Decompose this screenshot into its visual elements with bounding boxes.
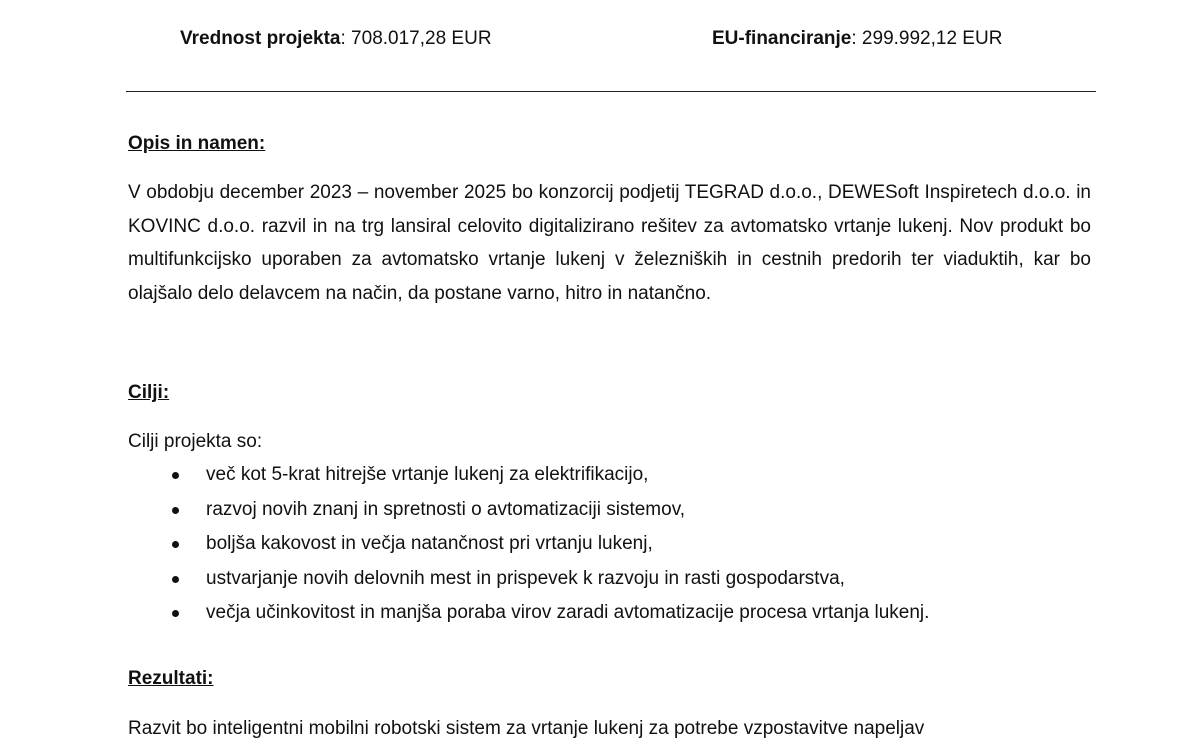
list-item [128, 562, 929, 597]
goals-intro: Cilji projekta so: [128, 431, 263, 452]
goals-title: Cilji: [128, 382, 170, 403]
bullet-icon [172, 507, 179, 514]
goals-list [128, 458, 929, 631]
project-financials-header [0, 28, 1200, 58]
project-value-amount: : 708.017,28 EUR [340, 28, 492, 49]
results-text: Razvit bo inteligentni mobilni robotski sistem za vrtanje lukenj za potrebe vzpostavitve napeljav [128, 718, 925, 739]
list-item [128, 596, 929, 631]
description-text: V obdobju december 2023 – november 2025 bo konzorcij podjetij TEGRAD d.o.o., DEWESoft Inspiretech d.o.o. in KOVINC d.o.o. razvil in na trg lansiral celovito digitalizirano rešitev za avtomatsko vrtanje lukenj. Nov produkt bo multifunkcijsko uporaben za avtomatsko vrtanje lukenj v železniških in cestnih predorih ter viaduktih, kar bo olajšalo delo delavcem na način, da postane varno, hitro in natančno. [128, 182, 1091, 304]
bullet-icon [172, 541, 179, 548]
eu-funding-amount: : 299.992,12 EUR [851, 28, 1003, 49]
description-title: Opis in namen: [128, 133, 266, 154]
list-item [128, 527, 929, 562]
project-value-label: Vrednost projekta [180, 28, 341, 49]
list-item [128, 493, 929, 528]
goal-text: boljša kakovost in večja natančnost pri vrtanju lukenj, [206, 533, 653, 554]
bullet-icon [172, 576, 179, 583]
results-title: Rezultati: [128, 668, 214, 689]
eu-funding-label: EU-financiranje [712, 28, 852, 49]
bullet-icon [172, 610, 179, 617]
goal-text: ustvarjanje novih delovnih mest in prispevek k razvoju in rasti gospodarstva, [206, 567, 845, 589]
bullet-icon [172, 472, 179, 479]
eu-funding [712, 28, 1002, 50]
horizontal-divider [126, 91, 1096, 92]
goal-text: več kot 5-krat hitrejše vrtanje lukenj za elektrifikacijo, [206, 464, 649, 485]
list-item [128, 458, 929, 493]
goal-text: večja učinkovitost in manjša poraba virov zaradi avtomatizacije procesa vrtanja lukenj. [206, 602, 930, 623]
goal-text: razvoj novih znanj in spretnosti o avtomatizaciji sistemov, [206, 498, 686, 520]
project-value [180, 28, 492, 50]
